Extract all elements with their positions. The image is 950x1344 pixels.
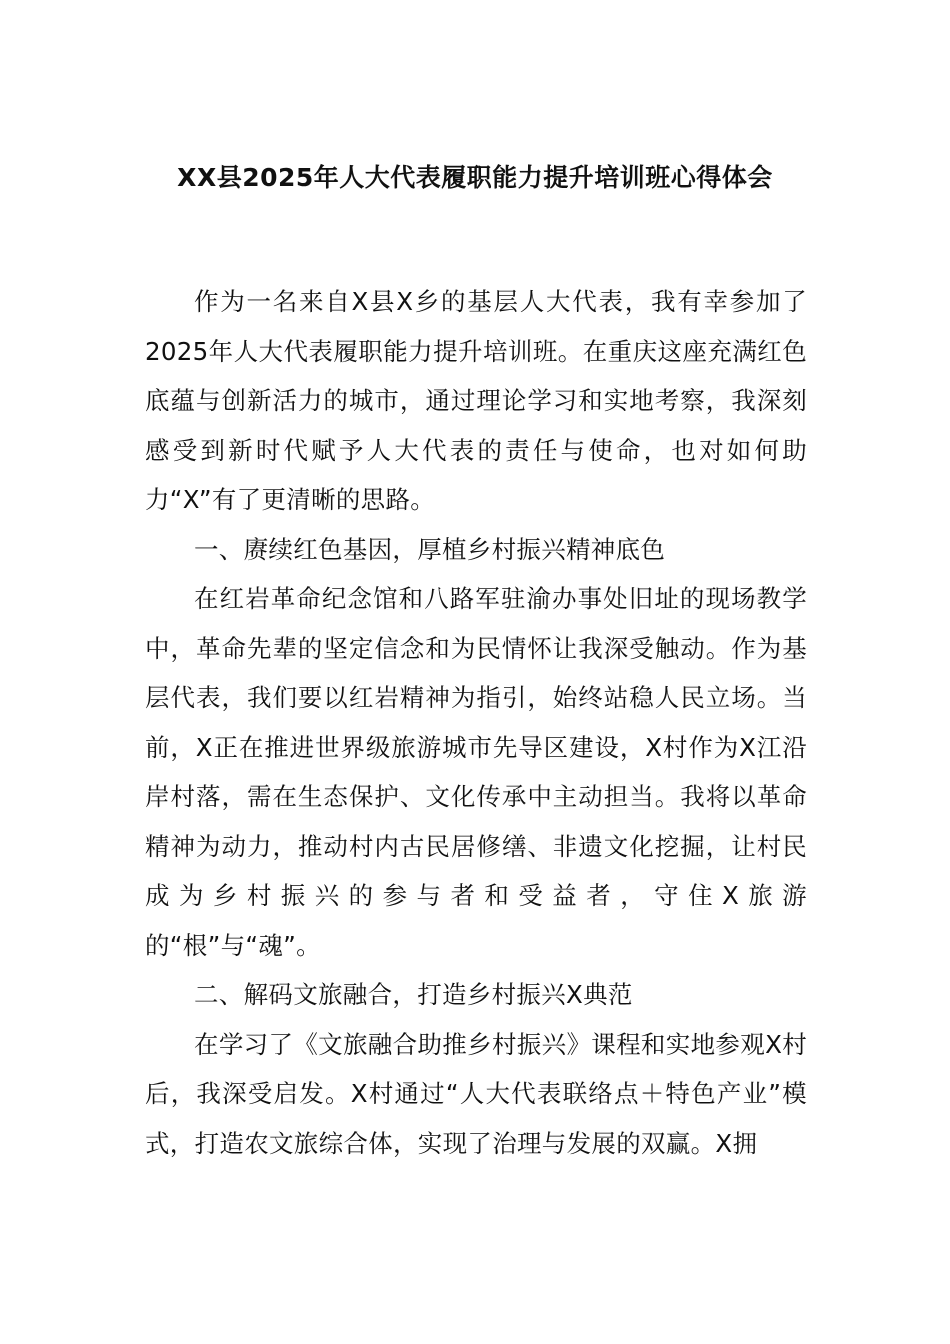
intro-paragraph: 作为一名来自X县X乡的基层人大代表，我有幸参加了2025年人大代表履职能力提升培训班。在重庆这座充满红色底蕴与创新活力的城市，通过理论学习和实地考察，我深刻感受到新时代赋予人大代表的责任与使命，也对如何助力“X”有了更清晰的思路。: [145, 287, 807, 514]
section-heading-2: 二、解码文旅融合，打造乡村振兴X典范: [194, 980, 633, 1009]
section-heading-1: 一、赓续红色基因，厚植乡村振兴精神底色: [194, 534, 666, 564]
document-title: XX县2025年人大代表履职能力提升培训班心得体会: [177, 163, 773, 192]
section-2-paragraph: 在学习了《文旅融合助推乡村振兴》课程和实地参观X村后，我深受启发。X村通过“人大代表联络点＋特色产业”模式，打造农文旅综合体，实现了治理与发展的双赢。X拥: [145, 1029, 807, 1158]
section-1-paragraph: 在红岩革命纪念馆和八路军驻渝办事处旧址的现场教学中，革命先辈的坚定信念和为民情怀让我深受触动。作为基层代表，我们要以红岩精神为指引，始终站稳人民立场。当前，X正在推进世界级旅游城市先导区建设，X村作为X江沿岸村落，需在生态保护、文化传承中主动担当。我将以革命精神为动力，推动村内古民居修缮、非遗文化挖掘，让村民成为乡村振兴的参与者和受益者，守住X旅游的“根”与“魂”。: [145, 584, 807, 960]
document-body: [145, 277, 807, 1168]
